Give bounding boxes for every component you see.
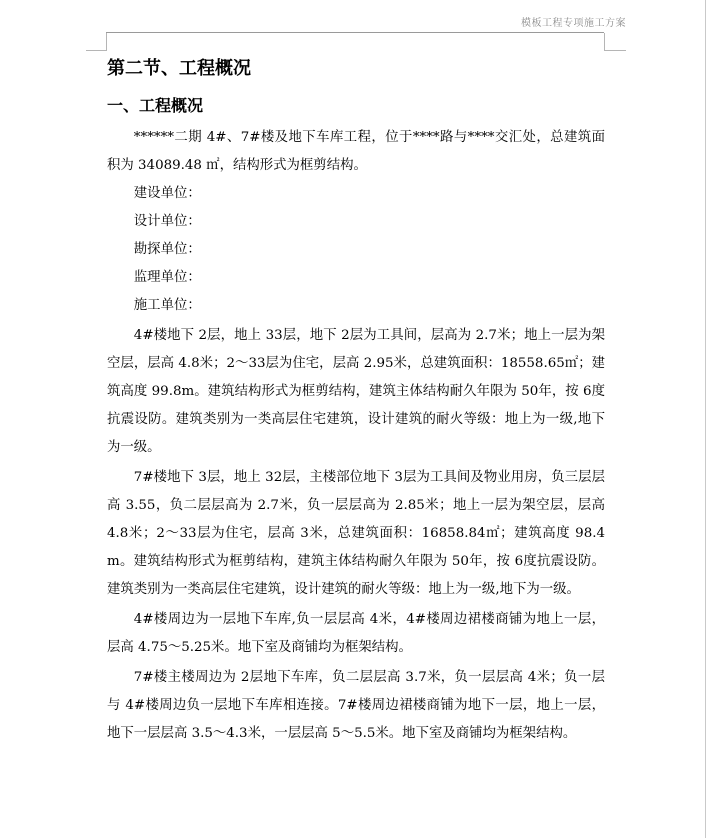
- subsection-title: 一、工程概况: [107, 96, 204, 115]
- header-rule: [106, 32, 604, 33]
- surround-4-paragraph: 4#楼周边为一层地下车库,负一层层高 4米，4#楼周边裙楼商铺为地上一层，层高 4.75～5.25米。地下室及商铺均为框架结构。: [107, 612, 605, 655]
- supervision-unit-line: 监理单位：: [133, 270, 201, 285]
- document-body: [107, 56, 605, 748]
- page-edge-line: [705, 0, 706, 838]
- crop-mark-right-horizontal: [604, 50, 626, 51]
- building-4-paragraph: 4#楼地下 2层，地上 33层，地下 2层为工具间，层高为 2.7米；地上一层为架空层，层高 4.8米；2～33层为住宅，层高 2.95米，总建筑面积：18558.65㎡；建筑高度 99.8m。建筑结构形式为框剪结构，建筑主体结构耐久年限为 50年，按 6度抗震设防。建筑类别为一类高层住宅建筑，设计建筑的耐火等级：地上为一级,地下为一级。: [107, 328, 605, 455]
- intro-paragraph: ******二期 4#、7#楼及地下车库工程，位于****路与****交汇处，总建筑面积为 34089.48 ㎡，结构形式为框剪结构。: [107, 130, 605, 173]
- construction-unit-line: 建设单位：: [133, 186, 201, 201]
- crop-mark-left-vertical: [106, 33, 107, 51]
- builder-unit-line: 施工单位：: [133, 298, 201, 313]
- survey-unit-line: 勘探单位：: [133, 242, 201, 257]
- crop-mark-right-vertical: [604, 33, 605, 51]
- section-title: 第二节、工程概况: [107, 58, 251, 79]
- running-header: 模板工程专项施工方案: [521, 18, 626, 29]
- surround-7-paragraph: 7#楼主楼周边为 2层地下车库，负二层层高 3.7米，负一层层高 4米；负一层与 4#楼周边负一层地下车库相连接。7#楼周边裙楼商铺为地下一层，地上一层，地下一层层高 3.5～4.3米，一层层高 5～5.5米。地下室及商铺均为框架结构。: [107, 670, 605, 741]
- crop-mark-left-horizontal: [86, 50, 106, 51]
- design-unit-line: 设计单位：: [133, 214, 201, 229]
- building-7-paragraph: 7#楼地下 3层，地上 32层，主楼部位地下 3层为工具间及物业用房，负三层层高 3.55，负二层层高为 2.7米，负一层层高为 2.85米；地上一层为架空层，层高 4.8米；2～33层为住宅，层高 3米，总建筑面积：16858.84㎡；建筑高度 98.4m。建筑结构形式为框剪结构，建筑主体结构耐久年限为 50年，按 6度抗震设防。建筑类别为一类高层住宅建筑，设计建筑的耐火等级：地上为一级,地下为一级。: [107, 470, 605, 597]
